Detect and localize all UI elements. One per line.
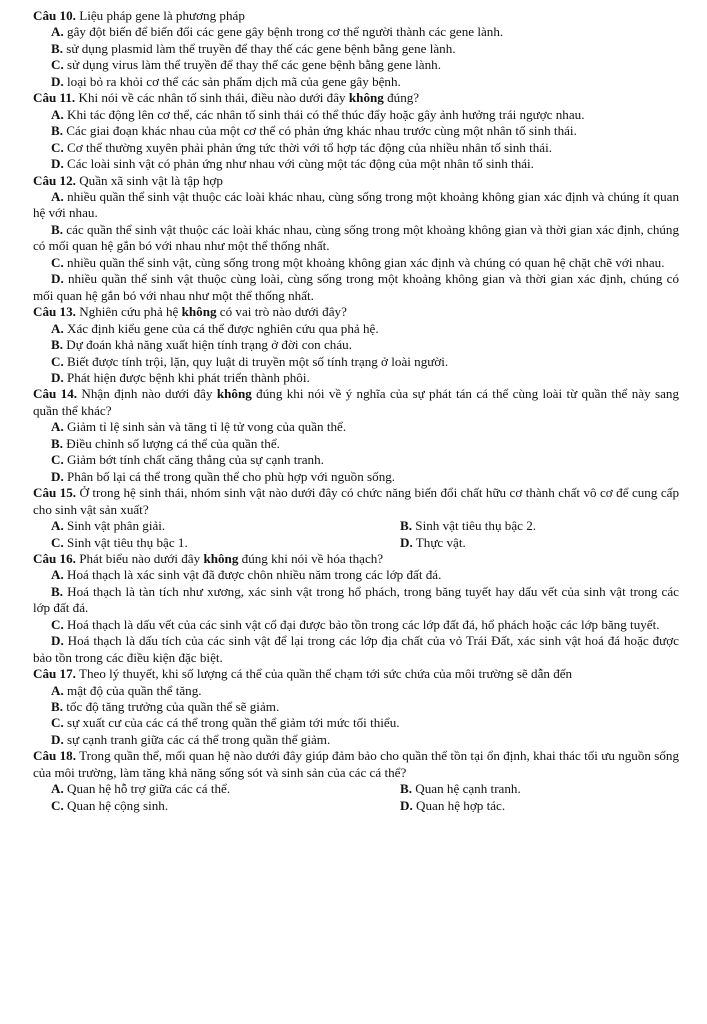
option-text: Quan hệ cộng sinh. (67, 797, 169, 813)
answer-option (33, 41, 679, 57)
option-text: Sinh vật tiêu thụ bậc 2. (415, 518, 537, 534)
answer-option (33, 469, 679, 485)
option-letter: C. (51, 715, 64, 731)
option-text: Phân bố lại cá thể trong quần thể cho phù hợp với nguồn sống. (67, 468, 396, 484)
question-number: Câu 18. (33, 748, 76, 764)
question-block (33, 485, 679, 551)
stem-text: Nghiên cứu phả hệ (79, 304, 182, 320)
option-letter: A. (51, 682, 64, 698)
question-number: Câu 15. (33, 485, 77, 501)
option-letter: D. (51, 731, 64, 747)
option-text: mật độ của quần thể tăng. (67, 682, 202, 698)
option-text: sự xuất cư của các cá thể trong quần thể giảm tới mức tối thiểu. (67, 715, 400, 731)
option-letter: D. (51, 271, 64, 287)
answer-option (51, 535, 400, 551)
option-letter: C. (51, 353, 64, 369)
question-stem (33, 90, 679, 106)
answer-option (33, 24, 679, 40)
answer-option (33, 222, 679, 255)
answer-option (33, 633, 679, 666)
question-stem (33, 386, 679, 419)
option-letter: A. (51, 24, 64, 40)
answer-option (33, 683, 679, 699)
stem-text: Liệu pháp gene là phương pháp (79, 8, 245, 23)
option-letter: C. (51, 254, 64, 270)
option-letter: A. (51, 188, 64, 204)
stem-text: có vai trò nào dưới đây? (216, 304, 347, 320)
option-letter: B. (51, 699, 64, 715)
question-stem (33, 173, 679, 189)
option-text: Hoá thạch là tàn tích như xương, xác sinh vật trong hổ phách, trong băng tuyết hay dấu vết của sinh vật trong các lớp đất đá. (33, 583, 679, 616)
question-block (33, 748, 679, 814)
option-letter: C. (51, 797, 64, 813)
option-letter: D. (51, 468, 64, 484)
question-block (33, 666, 679, 748)
option-letter: C. (51, 616, 64, 632)
option-text: Thực vật. (415, 534, 466, 550)
stem-text: Khi nói về các nhân tố sinh thái, điều nào dưới đây (78, 90, 349, 106)
option-letter: B. (51, 40, 64, 56)
option-text: Hoá thạch là dấu vết của các sinh vật cổ đại được bảo tồn trong các lớp đất đá, hổ phách hoặc các lớp băng tuyết. (67, 616, 660, 632)
stem-text: Quần xã sinh vật là tập hợp (79, 172, 223, 188)
option-text: Điều chỉnh số lượng cá thể của quần thể. (66, 435, 280, 451)
question-number: Câu 14. (33, 386, 78, 402)
answer-option-row (33, 781, 679, 797)
stem-text: Phát biểu nào dưới đây (79, 550, 204, 566)
question-stem (33, 485, 679, 518)
question-number: Câu 10. (33, 8, 76, 23)
answer-option-row (33, 798, 679, 814)
option-letter: A. (51, 419, 64, 435)
option-text: sử dụng virus làm thể truyền để thay thế các gene bệnh bằng gene lành. (67, 57, 441, 73)
option-text: Sinh vật phân giải. (67, 518, 166, 534)
answer-option-row (33, 518, 679, 534)
answer-option (33, 354, 679, 370)
option-text: tốc độ tăng trưởng của quần thể sẽ giảm. (66, 699, 280, 715)
negation-emphasis: không (348, 90, 384, 106)
option-letter: B. (51, 435, 64, 451)
option-text: gây đột biến để biến đổi các gene gây bệnh trong cơ thể người thành các gene lành. (67, 24, 504, 40)
option-text: Các loài sinh vật có phản ứng như nhau với cùng một tác động của một nhân tố sinh thái. (67, 156, 534, 172)
option-text: Quan hệ hỗ trợ giữa các cá thể. (67, 781, 231, 797)
answer-option (400, 518, 679, 534)
option-letter: A. (51, 781, 64, 797)
answer-option (33, 370, 679, 386)
question-number: Câu 13. (33, 304, 76, 320)
option-letter: D. (51, 633, 64, 649)
option-text: Khi tác động lên cơ thể, các nhân tố sinh thái có thể thúc đẩy hoặc gây ảnh hưởng trái ngược nhau. (67, 106, 585, 122)
stem-text: đúng khi nói về hóa thạch? (238, 550, 384, 566)
option-letter: B. (400, 781, 413, 797)
answer-option (33, 699, 679, 715)
answer-option (33, 107, 679, 123)
question-block (33, 8, 679, 90)
option-text: Quan hệ hợp tác. (416, 797, 506, 813)
option-text: Sinh vật tiêu thụ bậc 1. (67, 534, 188, 550)
answer-option (33, 715, 679, 731)
answer-option (33, 123, 679, 139)
option-letter: A. (51, 106, 64, 122)
option-text: Hoá thạch là dấu tích của các sinh vật để lại trong các lớp địa chất của vỏ Trái Đất, xác sinh vật hoá đá hoặc được bảo tồn trong các điều kiện đặc biệt. (33, 633, 679, 665)
question-number: Câu 17. (33, 666, 76, 682)
question-stem (33, 8, 679, 24)
answer-option (33, 189, 679, 222)
answer-option (33, 617, 679, 633)
option-text: sử dụng plasmid làm thể truyền để thay thế các gene bệnh bằng gene lành. (66, 40, 456, 56)
option-text: nhiều quần thể sinh vật, cùng sống trong một khoảng không gian xác định và chúng có quan hệ chặt chẽ với nhau. (67, 254, 665, 270)
option-letter: D. (51, 73, 64, 89)
stem-text: Theo lý thuyết, khi số lượng cá thể của quần thể chạm tới sức chứa của môi trường sẽ dẫn đến (78, 666, 573, 682)
answer-option (33, 419, 679, 435)
stem-text: Ở trong hệ sinh thái, nhóm sinh vật nào dưới đây có chức năng biến đổi chất hữu cơ thành chất vô cơ để cung cấp cho sinh vật sản xuất? (33, 485, 679, 517)
question-stem (33, 666, 679, 682)
option-letter: D. (400, 534, 413, 550)
answer-option (51, 518, 400, 534)
negation-emphasis: không (203, 550, 239, 566)
answer-option (51, 798, 400, 814)
option-text: sự cạnh tranh giữa các cá thể trong quần thể giảm. (67, 731, 331, 747)
answer-option (33, 732, 679, 748)
option-text: Giảm tỉ lệ sinh sản và tăng tỉ lệ tử vong của quần thể. (67, 419, 347, 435)
option-text: Cơ thể thường xuyên phải phản ứng tức thời với tổ hợp tác động của nhiều nhân tố sinh thái. (67, 139, 553, 155)
option-letter: C. (51, 139, 64, 155)
option-text: Hoá thạch là xác sinh vật đã được chôn nhiều năm trong các lớp đất đá. (67, 567, 442, 583)
negation-emphasis: không (181, 304, 217, 320)
option-letter: C. (51, 57, 64, 73)
option-text: Biết được tính trội, lặn, quy luật di truyền một số tính trạng ở loài người. (67, 353, 449, 369)
answer-option (400, 781, 679, 797)
option-letter: A. (51, 567, 64, 583)
question-block (33, 90, 679, 172)
option-letter: D. (51, 369, 64, 385)
option-letter: B. (400, 518, 413, 534)
option-letter: C. (51, 534, 64, 550)
option-letter: B. (51, 123, 64, 139)
stem-text: đúng khi nói về ý nghĩa của sự phát tán cá thể cùng loài từ quần thể này sang quần thể khác? (33, 386, 679, 418)
question-stem (33, 551, 679, 567)
negation-emphasis: không (216, 386, 252, 402)
answer-option (33, 584, 679, 617)
option-letter: B. (51, 337, 64, 353)
answer-option (33, 57, 679, 73)
question-number: Câu 12. (33, 172, 76, 188)
option-letter: B. (51, 583, 64, 599)
question-block (33, 304, 679, 386)
answer-option-row (33, 535, 679, 551)
option-letter: C. (51, 452, 64, 468)
option-letter: B. (51, 221, 64, 237)
question-block (33, 386, 679, 485)
question-stem (33, 304, 679, 320)
option-text: Các giai đoạn khác nhau của một cơ thể có phản ứng khác nhau trước cùng một nhân tố sinh thái. (66, 123, 577, 139)
question-stem (33, 748, 679, 781)
option-text: nhiều quần thể sinh vật thuộc cùng loài, cùng sống trong một khoảng không gian và thời gian xác định, chúng có mối quan hệ gắn bó với nhau như một thể thống nhất. (33, 271, 679, 303)
answer-option (51, 781, 400, 797)
option-text: Phát hiện được bệnh khi phát triển thành phôi. (67, 369, 310, 385)
question-number: Câu 11. (33, 90, 76, 106)
answer-option (33, 140, 679, 156)
question-number: Câu 16. (33, 550, 76, 566)
answer-option (33, 567, 679, 583)
option-letter: D. (51, 156, 64, 172)
option-text: Quan hệ cạnh tranh. (415, 781, 521, 797)
question-block (33, 551, 679, 666)
stem-text: Trong quần thể, mối quan hệ nào dưới đây giúp đảm bảo cho quần thể tồn tại ổn định, khai thác tối ưu nguồn sống của môi trường, làm tăng khả năng sống sót và sinh sản của các cá thể? (33, 748, 679, 780)
option-text: Dự đoán khả năng xuất hiện tính trạng ở đời con cháu. (66, 337, 352, 353)
option-text: các quần thể sinh vật thuộc các loài khác nhau, cùng sống trong một khoảng không gian và thời gian xác định, chúng có mối quan hệ gắn bó với nhau như một thể thống nhất. (33, 221, 680, 254)
answer-option (33, 452, 679, 468)
option-letter: A. (51, 320, 64, 336)
stem-text: đúng? (383, 90, 420, 106)
answer-option (33, 255, 679, 271)
option-text: Xác định kiểu gene của cá thể được nghiên cứu qua phả hệ. (67, 320, 379, 336)
answer-option (400, 798, 679, 814)
option-text: nhiều quần thể sinh vật thuộc các loài khác nhau, cùng sống trong một khoảng không gian xác định và chúng ít quan hệ với nhau. (33, 188, 679, 221)
option-text: loại bỏ ra khỏi cơ thể các sản phẩm dịch mã của gene gây bệnh. (67, 73, 401, 89)
answer-option (33, 337, 679, 353)
answer-option (33, 271, 679, 304)
answer-option (33, 74, 679, 90)
stem-text: Nhận định nào dưới đây (81, 386, 217, 402)
answer-option (400, 535, 679, 551)
option-letter: D. (400, 797, 413, 813)
answer-option (33, 321, 679, 337)
answer-option (33, 436, 679, 452)
answer-option (33, 156, 679, 172)
option-text: Giảm bớt tính chất căng thẳng của sự cạnh tranh. (67, 452, 324, 468)
question-block (33, 173, 679, 305)
option-letter: A. (51, 518, 64, 534)
